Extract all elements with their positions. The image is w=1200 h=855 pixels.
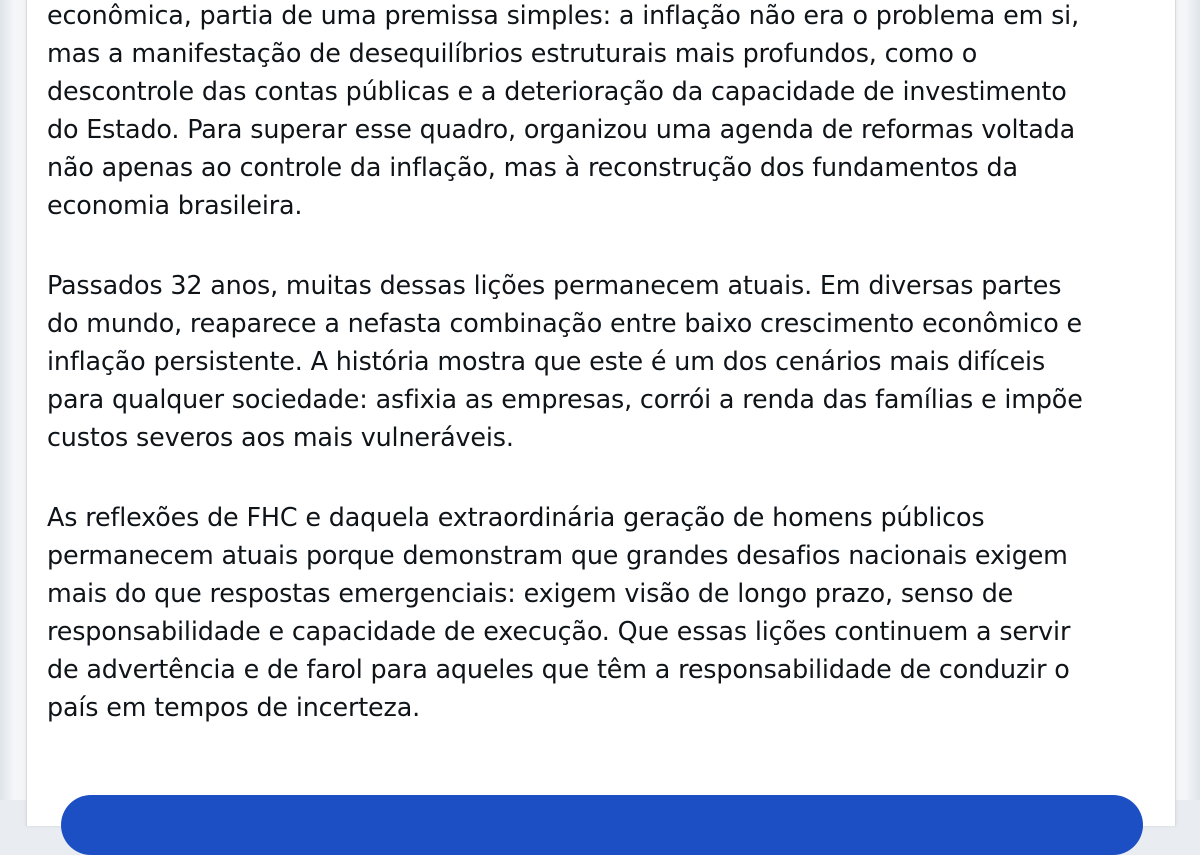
post-paragraph-2: Passados 32 anos, muitas dessas lições permanecem atuais. Em diversas partes do mundo, reaparece a nefasta combinação entre baixo crescimento econômico e inflação persistente. A história mostra que este é um dos cenários mais difíceis para qualquer sociedade: asfixia as empresas, corrói a renda das famílias e impõe custos severos aos mais vulneráveis.: [47, 270, 1083, 452]
primary-action-button[interactable]: [61, 795, 1143, 855]
post-card: [26, 0, 1176, 826]
post-text: [47, 0, 1157, 768]
post-paragraph-3: As reflexões de FHC e daquela extraordinária geração de homens públicos permanecem atuais porque demonstram que grandes desafios nacionais exigem mais do que respostas emergenciais: exigem visão de longo prazo, senso de responsabilidade e capacidade de execução. Que essas lições continuem a servir de advertência e de farol para aqueles que têm a responsabilidade de conduzir o país em tempos de incerteza.: [47, 502, 1071, 722]
post-paragraph-1: econômica, partia de uma premissa simples: a inflação não era o problema em si, mas a manifestação de desequilíbrios estruturais mais profundos, como o descontrole das contas públicas e a deterioração da capacidade de investimento do Estado. Para superar esse quadro, organizou uma agenda de reformas voltada não apenas ao controle da inflação, mas à reconstrução dos fundamentos da economia brasileira.: [47, 0, 1079, 220]
